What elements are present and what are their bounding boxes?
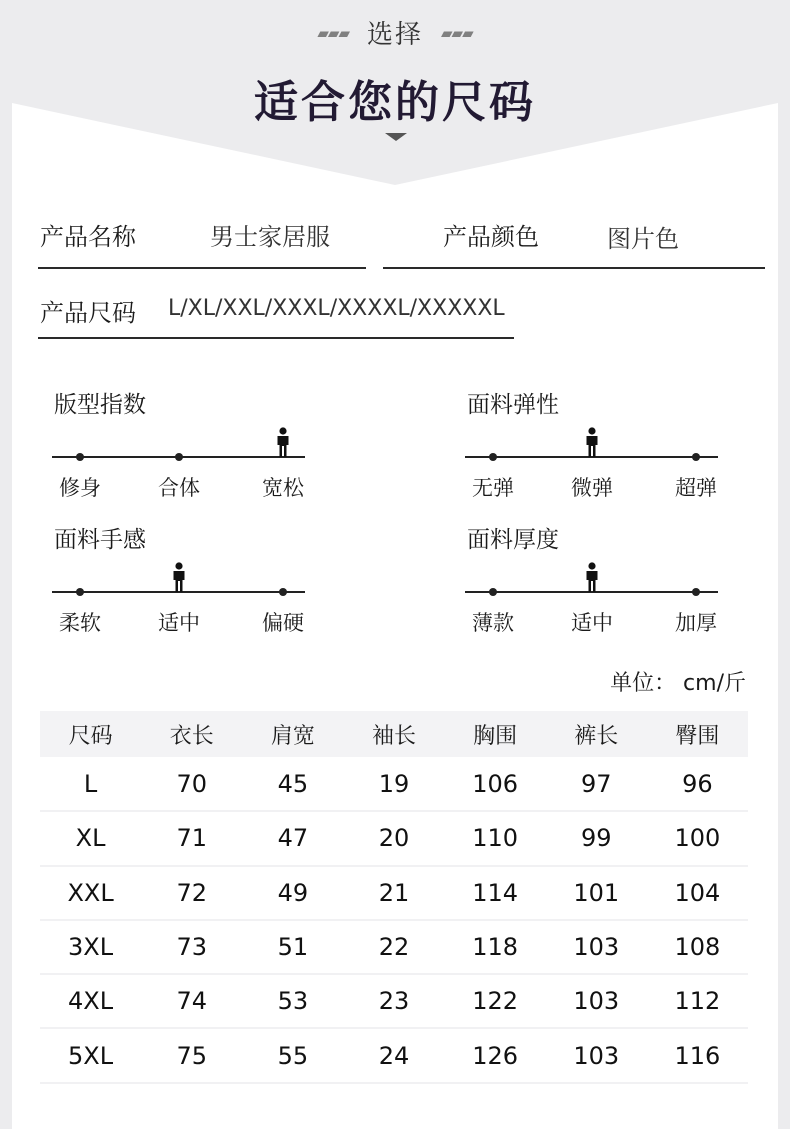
measurement-cell: 104	[647, 866, 748, 920]
scale-label: 适中	[158, 611, 200, 635]
measurement-cell: 110	[445, 811, 546, 865]
measurement-cell: 96	[647, 757, 748, 811]
product-name-value: 男士家居服	[210, 223, 330, 251]
measurement-cell: 72	[141, 866, 242, 920]
column-header: 臀围	[647, 711, 748, 757]
measurement-cell: 118	[445, 920, 546, 974]
product-size-label: 产品尺码	[40, 299, 136, 327]
person-marker-icon	[276, 427, 290, 457]
measurement-cell: 49	[242, 866, 343, 920]
measurement-cell: 103	[546, 1028, 647, 1082]
scale-dot	[489, 588, 497, 596]
table-row	[40, 920, 748, 974]
product-name-label: 产品名称	[40, 223, 136, 251]
table-body	[40, 757, 748, 1083]
scale-label: 合体	[158, 476, 200, 500]
divider	[38, 337, 514, 339]
measurement-cell: 47	[242, 811, 343, 865]
scale-title-fabric-stretch: 面料弹性	[467, 392, 559, 418]
dash-decoration-right: ▰▰▰	[441, 23, 473, 42]
measurement-cell: 100	[647, 811, 748, 865]
measurement-cell: 24	[343, 1028, 444, 1082]
table-row	[40, 1028, 748, 1082]
scale-label: 偏硬	[262, 611, 304, 635]
measurement-cell: 112	[647, 974, 748, 1028]
scale-label: 超弹	[675, 476, 717, 500]
scale-dot	[692, 453, 700, 461]
scale-label: 适中	[571, 611, 613, 635]
scale-dot	[76, 588, 84, 596]
scale-label: 修身	[59, 476, 101, 500]
table-row	[40, 866, 748, 920]
scale-label: 加厚	[675, 611, 717, 635]
size-cell: L	[40, 757, 141, 811]
size-cell: 3XL	[40, 920, 141, 974]
size-cell: XXL	[40, 866, 141, 920]
scale-dot	[175, 453, 183, 461]
measurement-cell: 73	[141, 920, 242, 974]
table-header-row	[40, 711, 748, 757]
measurement-cell: 74	[141, 974, 242, 1028]
measurement-cell: 20	[343, 811, 444, 865]
measurement-cell: 108	[647, 920, 748, 974]
person-marker-icon	[585, 427, 599, 457]
scale-label: 柔软	[59, 611, 101, 635]
column-header: 胸围	[445, 711, 546, 757]
column-header: 衣长	[141, 711, 242, 757]
measurement-cell: 106	[445, 757, 546, 811]
measurement-cell: 75	[141, 1028, 242, 1082]
measurement-cell: 99	[546, 811, 647, 865]
scale-title-fabric-hand-feel: 面料手感	[54, 527, 146, 553]
divider	[383, 267, 765, 269]
size-cell: 5XL	[40, 1028, 141, 1082]
measurement-cell: 55	[242, 1028, 343, 1082]
scale-title-fit-index: 版型指数	[54, 392, 146, 418]
scale-label: 微弹	[571, 476, 613, 500]
column-header: 袖长	[343, 711, 444, 757]
measurement-cell: 21	[343, 866, 444, 920]
unit-label: 单位： cm/斤	[610, 671, 746, 696]
page-title: 适合您的尺码	[254, 77, 536, 128]
person-marker-icon	[172, 562, 186, 592]
scale-label: 宽松	[262, 476, 304, 500]
person-marker-icon	[585, 562, 599, 592]
scale-label: 无弹	[472, 476, 514, 500]
measurement-cell: 126	[445, 1028, 546, 1082]
measurement-cell: 53	[242, 974, 343, 1028]
measurement-cell: 114	[445, 866, 546, 920]
scale-title-fabric-thickness: 面料厚度	[467, 527, 559, 553]
table-row	[40, 811, 748, 865]
dash-decoration-left: ▰▰▰	[317, 23, 349, 42]
measurement-cell: 23	[343, 974, 444, 1028]
measurement-cell: 97	[546, 757, 647, 811]
scale-label: 薄款	[472, 611, 514, 635]
measurement-cell: 45	[242, 757, 343, 811]
size-cell: 4XL	[40, 974, 141, 1028]
divider	[38, 267, 366, 269]
header-subtitle: 选择	[366, 20, 423, 50]
measurement-cell: 22	[343, 920, 444, 974]
table-row	[40, 757, 748, 811]
scale-dot	[279, 588, 287, 596]
product-color-label: 产品颜色	[443, 223, 539, 251]
size-cell: XL	[40, 811, 141, 865]
column-header: 裤长	[546, 711, 647, 757]
column-header: 尺码	[40, 711, 141, 757]
measurement-cell: 51	[242, 920, 343, 974]
size-table	[40, 711, 748, 1084]
measurement-cell: 122	[445, 974, 546, 1028]
chevron-down-icon	[385, 133, 407, 141]
header-subtitle-row	[0, 14, 790, 51]
product-size-value: L/XL/XXL/XXXL/XXXXL/XXXXXL	[168, 296, 505, 321]
measurement-cell: 103	[546, 920, 647, 974]
measurement-cell: 19	[343, 757, 444, 811]
scale-dot	[489, 453, 497, 461]
measurement-cell: 101	[546, 866, 647, 920]
measurement-cell: 71	[141, 811, 242, 865]
measurement-cell: 103	[546, 974, 647, 1028]
measurement-cell: 116	[647, 1028, 748, 1082]
scale-dot	[76, 453, 84, 461]
product-color-value: 图片色	[607, 225, 679, 253]
table-row	[40, 974, 748, 1028]
column-header: 肩宽	[242, 711, 343, 757]
measurement-cell: 70	[141, 757, 242, 811]
scale-dot	[692, 588, 700, 596]
